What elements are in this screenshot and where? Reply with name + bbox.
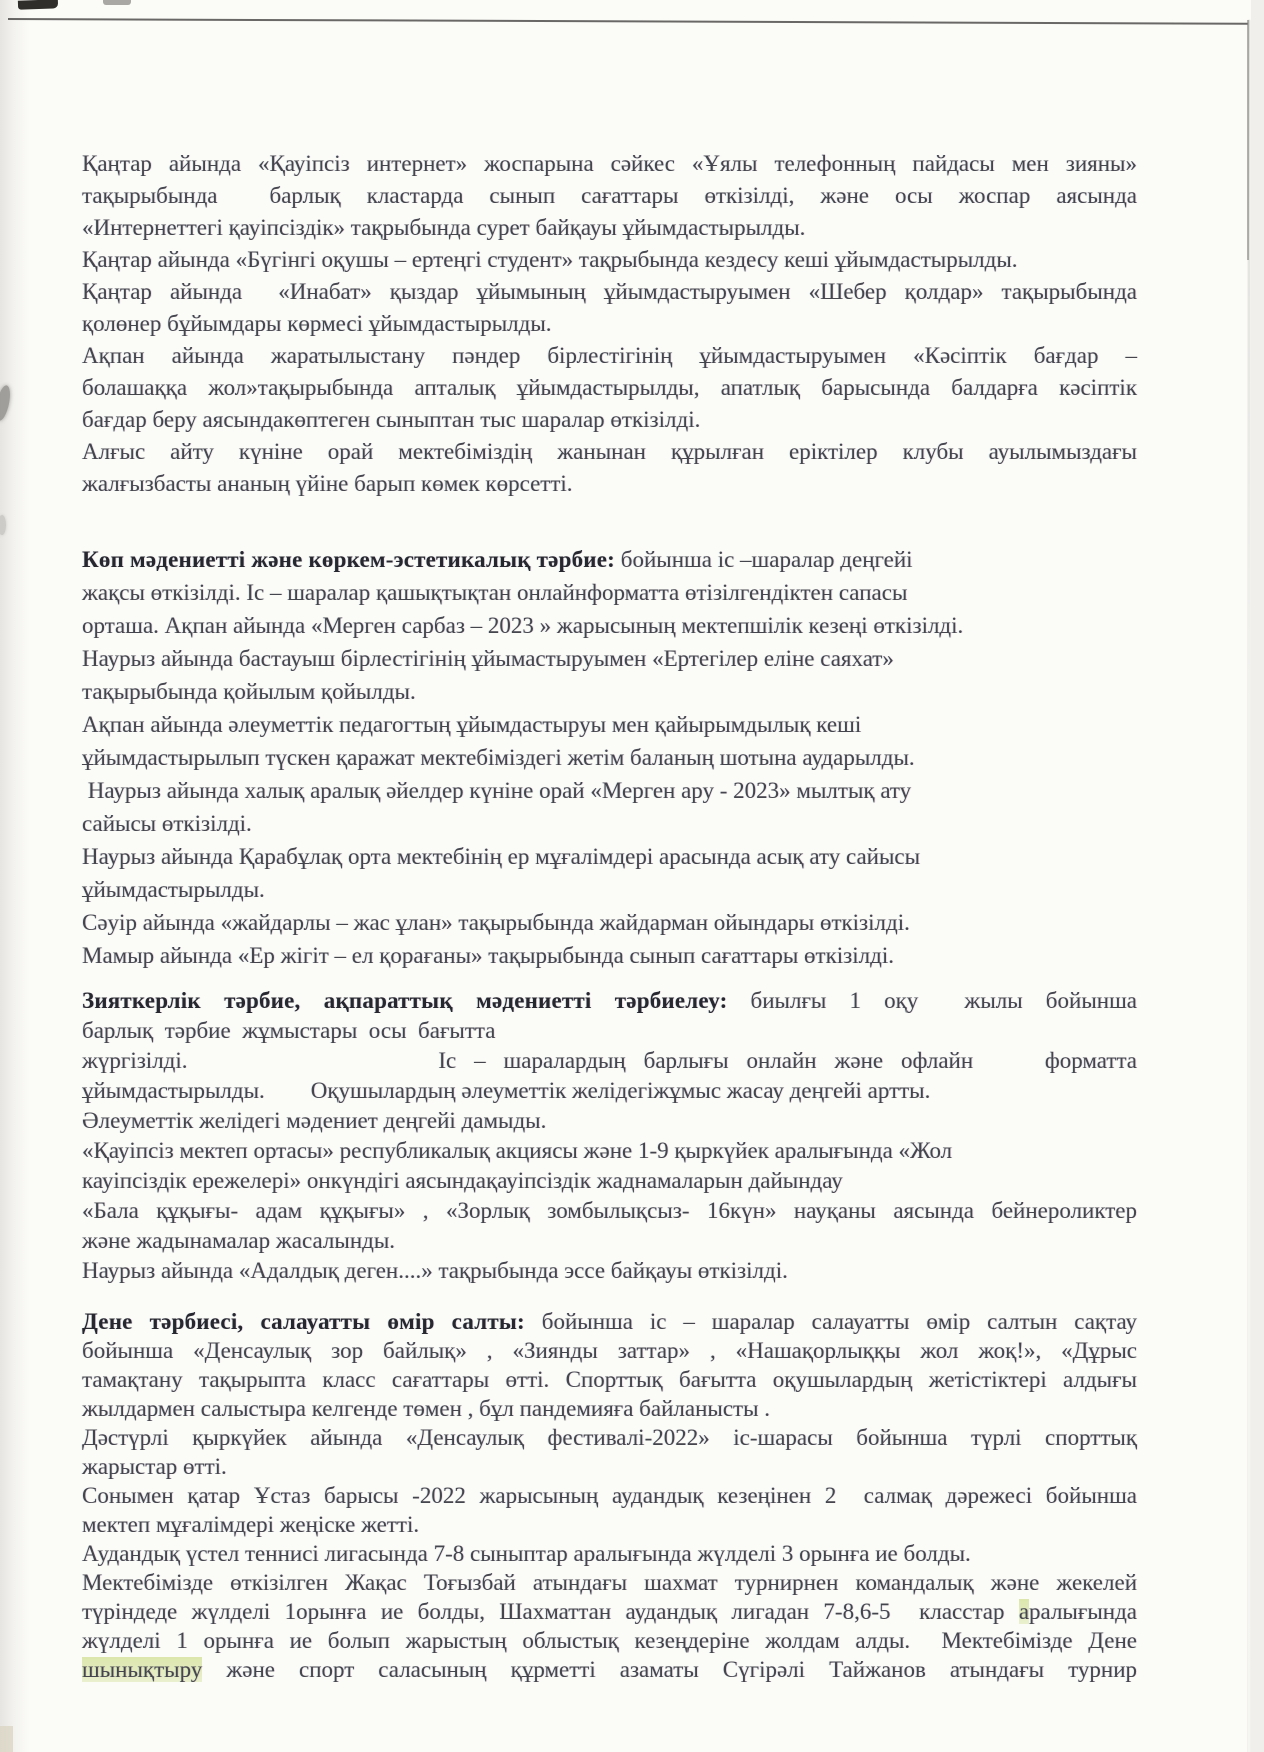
text-line [82,436,1137,468]
body-text: және жадынамалар жасалынды. [82,1228,396,1253]
body-text: «Қауіпсіз мектеп ортасы» республикалық акциясы және 1-9 қыркүйек аралығында «Жол [82,1138,953,1163]
highlighted-text: шынықтыру [82,1657,203,1682]
body-text: кауіпсіздік ережелері» онкүндігі аясындақауіпсіздік жаднамаларын дайындау [82,1168,843,1193]
text-line [82,675,1137,708]
text-line [82,1076,1137,1106]
text-line [82,1046,1137,1076]
section-heading-text: Дене тәрбиесі, салауатты өмір салты: [82,1309,525,1334]
body-text: Алғыс айту күніне орай мектебіміздің жанынан құрылған еріктілер клубы ауылымыздағы [82,439,1137,464]
text-line [82,1510,1137,1539]
text-line [82,986,1137,1016]
text-line [82,1307,1137,1336]
text-line [82,642,1137,675]
text-line [82,340,1137,372]
text-line [82,576,1137,609]
scan-bottom-edge-mark [0,1726,13,1752]
text-line [82,609,1137,642]
body-text: жалғызбасты ананың үйіне барып көмек көрсетті. [82,471,573,496]
body-text: жүлделі 1 орынға ие болып жарыстың облыстық кезеңдеріне жолдам алды. Мектебімізде Дене [82,1628,1137,1653]
text-line [82,1166,1137,1196]
text-line [82,1365,1137,1394]
body-text: «Интернеттегі қауіпсіздік» тақрыбында сурет байқауы ұйымдастырылды. [82,215,806,240]
body-text: сайысы өткізілді. [82,811,252,836]
section-heading-text: Көп мәдениетті және көркем-эстетикалық тәрбие: [82,547,615,572]
scan-right-edge-line [1248,20,1250,1752]
section-heading-text: Зияткерлік тәрбие, ақпараттық мәдениетті тәрбиелеу: [82,988,728,1013]
body-text: барлық тәрбие жұмыстары осы бағытта [82,1018,496,1043]
text-line [82,906,1137,939]
text-line [82,276,1137,308]
text-line [82,1256,1137,1286]
text-line [82,1568,1137,1597]
scan-corner-mark-small [103,0,131,5]
text-line [82,1423,1137,1452]
text-line [82,708,1137,741]
body-text: бойынша іс – шаралар салауатты өмір салтын сақтау [524,1309,1137,1334]
body-text: болашаққа жол»тақырыбында апталық ұйымдастырылды, апатлық барысында балдарға кәсіптік [82,375,1137,400]
section-january-february-events [82,148,1137,500]
text-line [82,404,1137,436]
text-line [82,873,1137,906]
body-text: «Бала құқығы- адам құқығы» , «Зорлық зомбылықсыз- 16күн» науқаны аясында бейнероликтер [82,1198,1137,1223]
section-physical-education-healthy-lifestyle [82,1307,1137,1684]
body-text: тамақтану тақырыпта класс сағаттары өтті. Спорттық бағытта оқушылардың жетістіктері алдығы [82,1367,1137,1392]
body-text: Сонымен қатар Ұстаз барысы -2022 жарысының аудандық кезеңінен 2 салмақ дәрежесі бойынша [82,1483,1137,1508]
body-text: қолөнер бұйымдары көрмесі ұйымдастырылды. [82,311,552,336]
body-text: ұйымдастырылып түскен қаражат мектебіміздегі жетім баланың шотына аударылды. [82,745,915,770]
text-line [82,308,1137,340]
text-line [82,1394,1137,1423]
text-line [82,1655,1137,1684]
body-text: Қаңтар айында «Бүгінгі оқушы – ертеңгі студент» тақрыбында кездесу кеші ұйымдастырылды. [82,247,1018,272]
text-line [82,741,1137,774]
text-line [82,1226,1137,1256]
scan-right-edge-line-dark [1247,20,1249,260]
body-text: бойынша іс –шаралар деңгейі [615,547,913,572]
body-text: Дәстүрлі қыркүйек айында «Денсаулық фестивалі-2022» іс-шарасы бойынша түрлі спорттық [82,1425,1137,1450]
body-text: бойынша «Денсаулық зор байлық» , «Зиянды заттар» , «Нашақорлыққы жол жоқ!», «Дұрыс [82,1338,1137,1363]
text-line [82,543,1137,576]
body-text: Аудандық үстел теннисі лигасында 7-8 сыныптар аралығында жүлделі 3 орынға ие болды. [82,1541,971,1566]
body-text: ұйымдастырылды. Оқушылардың әлеуметтік желідегіжұмыс жасау деңгейі артты. [82,1078,931,1103]
body-text: Мамыр айында «Ер жігіт – ел қорағаны» тақырыбында сынып сағаттары өткізілді. [82,943,894,968]
text-line [82,840,1137,873]
body-text: Наурыз айында халық аралық әйелдер күніне орай «Мерген ару - 2023» мылтық ату [82,778,912,803]
section-intellectual-information-culture [82,986,1137,1286]
scan-left-edge-strip [0,0,30,1752]
text-line [82,180,1137,212]
body-text: түріндеде жүлделі 1орынға ие болды, Шахматтан аудандық лигадан 7-8,6-5 класстар [82,1599,1019,1624]
text-line [82,468,1137,500]
document-text [82,148,1137,1684]
text-line [82,1196,1137,1226]
body-text: Наурыз айында «Адалдық деген....» тақрыбында эссе байқауы өткізілді. [82,1258,788,1283]
text-line [82,1597,1137,1626]
body-text: Қаңтар айында «Инабат» қыздар ұйымының ұйымдастыруымен «Шебер қолдар» тақырыбында [82,279,1137,304]
text-line [82,1106,1137,1136]
body-text: жылдармен салыстыра келгенде төмен , бұл пандемияға байланысты . [82,1396,771,1421]
body-text: тақырыбында барлық кластарда сынып сағаттары өткізілді, және осы жоспар аясында [82,183,1137,208]
body-text: Мектебімізде өткізілген Жақас Тоғызбай атындағы шахмат турнирнен командалық және жекелей [82,1570,1137,1595]
body-text: мектеп мұғалімдері жеңіске жетті. [82,1512,420,1537]
body-text: Наурыз айында Қарабұлақ орта мектебінің ер мұғалімдері арасында асық ату сайысы [82,844,921,869]
text-line [82,1452,1137,1481]
body-text: орташа. Ақпан айында «Мерген сарбаз – 2023 » жарысының мектепшілік кезеңі өткізілді. [82,613,964,638]
body-text: жарыстар өтті. [82,1454,227,1479]
body-text: ұйымдастырылды. [82,877,265,902]
body-text: және спорт саласының құрметті азаматы Сүгірәлі Тайжанов атындағы турнир [202,1657,1137,1682]
text-line [82,1016,1137,1046]
body-text: Наурыз айында бастауыш бірлестігінің ұйымастыруымен «Ертегілер еліне саяхат» [82,646,894,671]
text-line [82,244,1137,276]
body-text: Сәуір айында «жайдарлы – жас ұлан» тақырыбында жайдарман ойындары өткізілді. [82,910,910,935]
body-text: Қаңтар айында «Қауіпсіз интернет» жоспарына сәйкес «Ұялы телефонның пайдасы мен зияны» [82,151,1137,176]
body-text: Ақпан айында жаратылыстану пәндер бірлестігінің ұйымдастыруымен «Кәсіптік бағдар – [82,343,1137,368]
text-line [82,1336,1137,1365]
body-text: тақырыбында қойылым қойылды. [82,679,416,704]
text-line [82,372,1137,404]
text-line [82,1481,1137,1510]
body-text: биылғы 1 оқу жылы бойынша [727,988,1137,1013]
text-line [82,212,1137,244]
scan-top-edge-line [8,18,1248,25]
scan-corner-mark [18,0,58,10]
scan-right-background [1251,0,1264,1752]
body-text: Ақпан айында әлеуметтік педагогтың ұйымдастыруы мен қайырымдылық кеші [82,712,862,737]
body-text: жақсы өткізілді. Іс – шаралар қашықтықтан онлайнформатта өтізілгендіктен сапасы [82,580,908,605]
body-text: Әлеуметтік желідегі мәдениет деңгейі дамыды. [82,1108,547,1133]
text-line [82,1626,1137,1655]
body-text: ралығында [1029,1599,1137,1624]
text-line [82,774,1137,807]
text-line [82,148,1137,180]
text-line [82,807,1137,840]
text-line [82,939,1137,972]
text-line [82,1539,1137,1568]
text-line [82,1136,1137,1166]
highlighted-text: а [1018,1599,1030,1624]
body-text: бағдар беру аясындакөптеген сыныптан тыс шаралар өткізілді. [82,407,701,432]
section-cultural-aesthetic-upbringing [82,543,1137,972]
body-text: жүргізілді. Іс – шаралардың барлығы онлайн және офлайн форматта [82,1048,1137,1073]
